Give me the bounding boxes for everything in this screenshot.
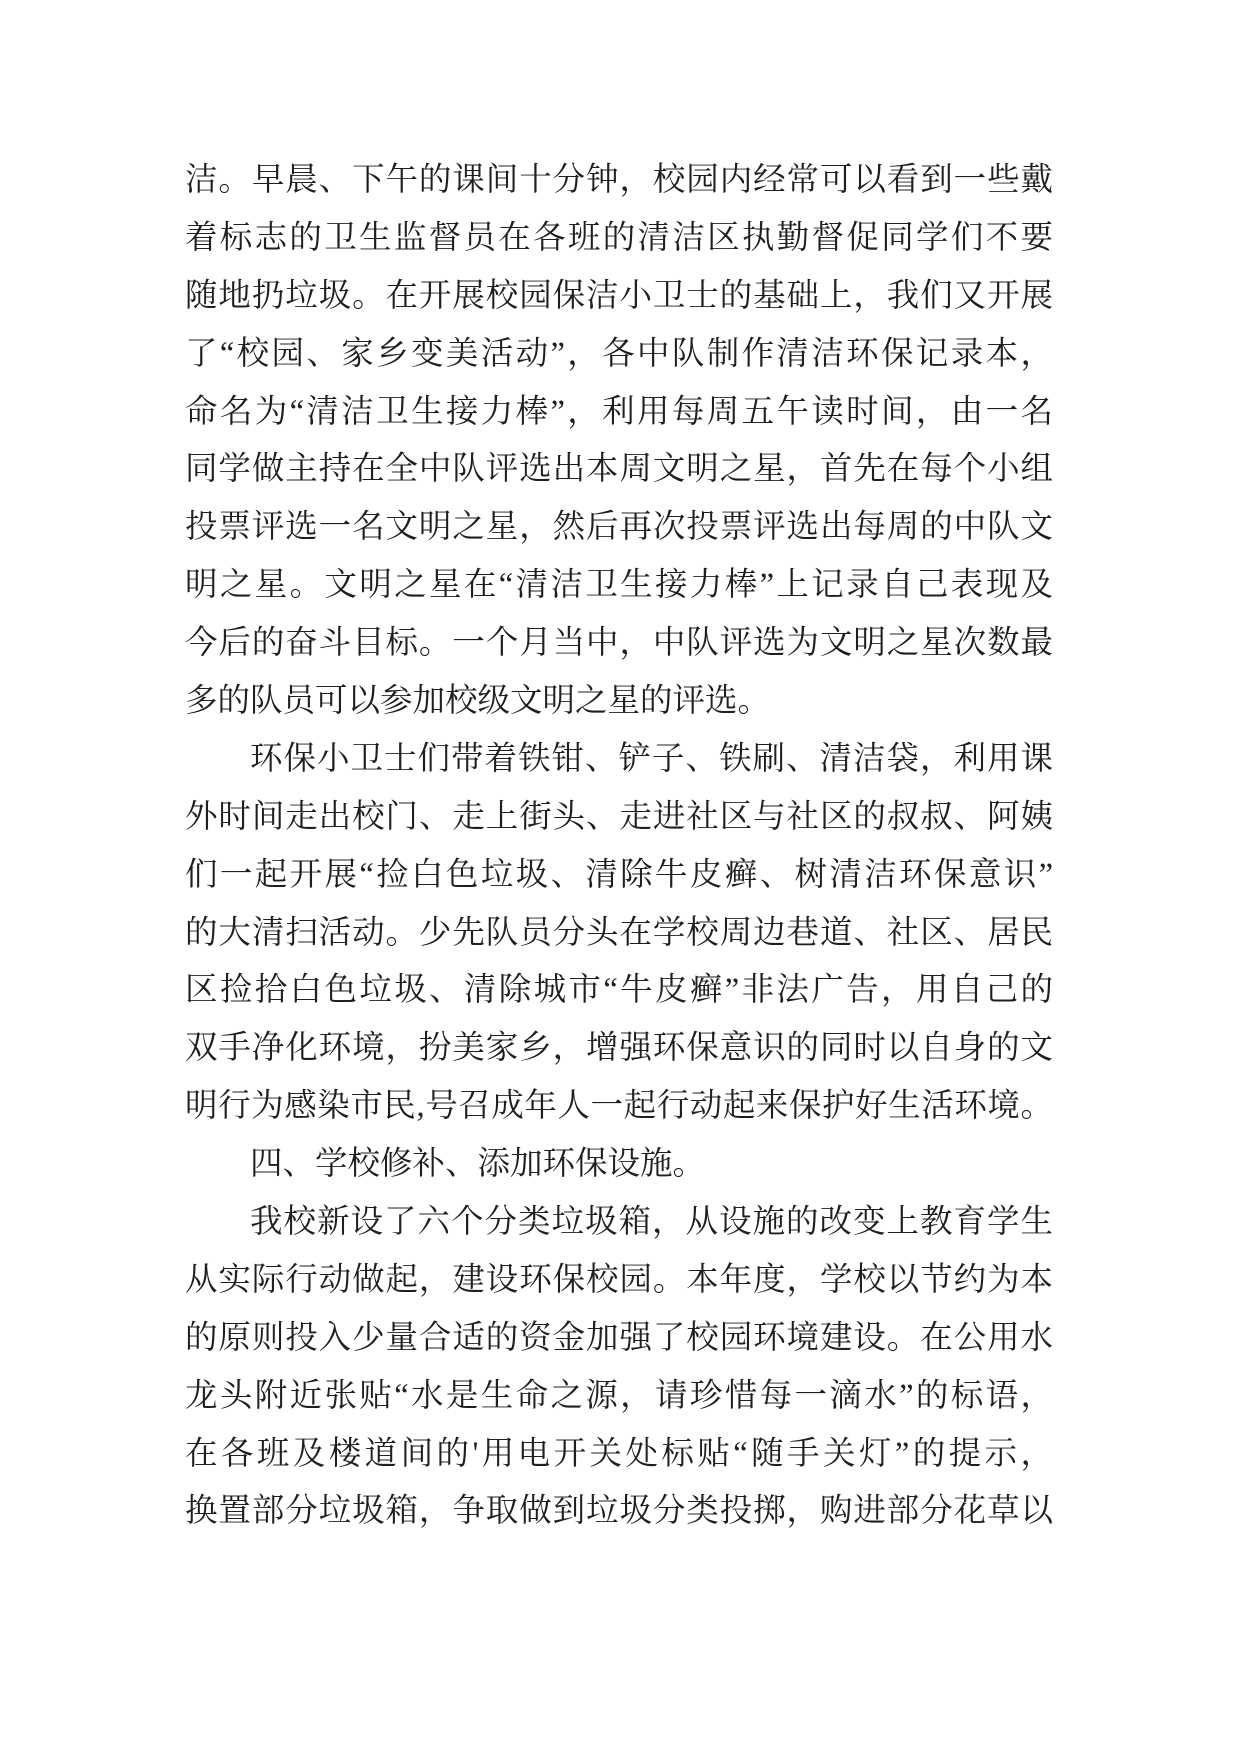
text-line: 四、学校修补、添加环保设施。 <box>250 1146 706 1183</box>
text-line: 我校新设了六个分类垃圾箱，从设施的改变上教育学生 <box>250 1204 1053 1241</box>
paragraph <box>185 1194 1053 1541</box>
text-line: 外时间走出校门、走上街头、走进社区与社区的叔叔、阿姨 <box>185 798 1053 835</box>
text-line: 随地扔垃圾。在开展校园保洁小卫士的基础上，我们又开展 <box>185 277 1053 314</box>
text-line: 的大清扫活动。少先队员分头在学校周边巷道、社区、居民 <box>185 914 1053 951</box>
text-line: 从实际行动做起，建设环保校园。本年度，学校以节约为本 <box>185 1261 1053 1298</box>
text-line: 区捡拾白色垃圾、清除城市“牛皮癣”非法广告，用自己的 <box>185 972 1053 1009</box>
text-line: 了“校园、家乡变美活动”，各中队制作清洁环保记录本， <box>185 335 1053 372</box>
text-line: 今后的奋斗目标。一个月当中，中队评选为文明之星次数最 <box>185 625 1053 662</box>
text-line: 洁。早晨、下午的课间十分钟，校园内经常可以看到一些戴 <box>185 162 1053 198</box>
text-line: 明行为感染市民,号召成年人一起行动起来保护好生活环境。 <box>185 1088 1053 1125</box>
paragraph <box>185 152 1053 731</box>
text-line: 的原则投入少量合适的资金加强了校园环境建设。在公用水 <box>185 1319 1053 1356</box>
text-line: 同学做主持在全中队评选出本周文明之星，首先在每个小组 <box>185 451 1053 488</box>
text-block <box>185 152 1053 1541</box>
text-line: 着标志的卫生监督员在各班的清洁区执勤督促同学们不要 <box>185 219 1053 256</box>
text-line: 明之星。文明之星在“清洁卫生接力棒”上记录自己表现及 <box>185 567 1053 604</box>
text-line: 双手净化环境，扮美家乡，增强环保意识的同时以自身的文 <box>185 1030 1053 1067</box>
paragraph-section-heading <box>185 1136 1053 1194</box>
text-line: 多的队员可以参加校级文明之星的评选。 <box>185 683 771 720</box>
text-line: 龙头附近张贴“水是生命之源，请珍惜每一滴水”的标语， <box>185 1377 1053 1414</box>
paragraph <box>185 731 1053 1136</box>
text-line: 在各班及楼道间的'用电开关处标贴“随手关灯”的提示， <box>185 1435 1053 1472</box>
text-line: 换置部分垃圾箱，争取做到垃圾分类投掷，购进部分花草以 <box>185 1493 1053 1530</box>
text-line: 命名为“清洁卫生接力棒”，利用每周五午读时间，由一名 <box>185 393 1053 430</box>
text-line: 们一起开展“捡白色垃圾、清除牛皮癣、树清洁环保意识” <box>185 856 1053 893</box>
text-line: 投票评选一名文明之星，然后再次投票评选出每周的中队文 <box>185 509 1053 546</box>
text-line: 环保小卫士们带着铁钳、铲子、铁刷、清洁袋，利用课 <box>250 740 1053 777</box>
